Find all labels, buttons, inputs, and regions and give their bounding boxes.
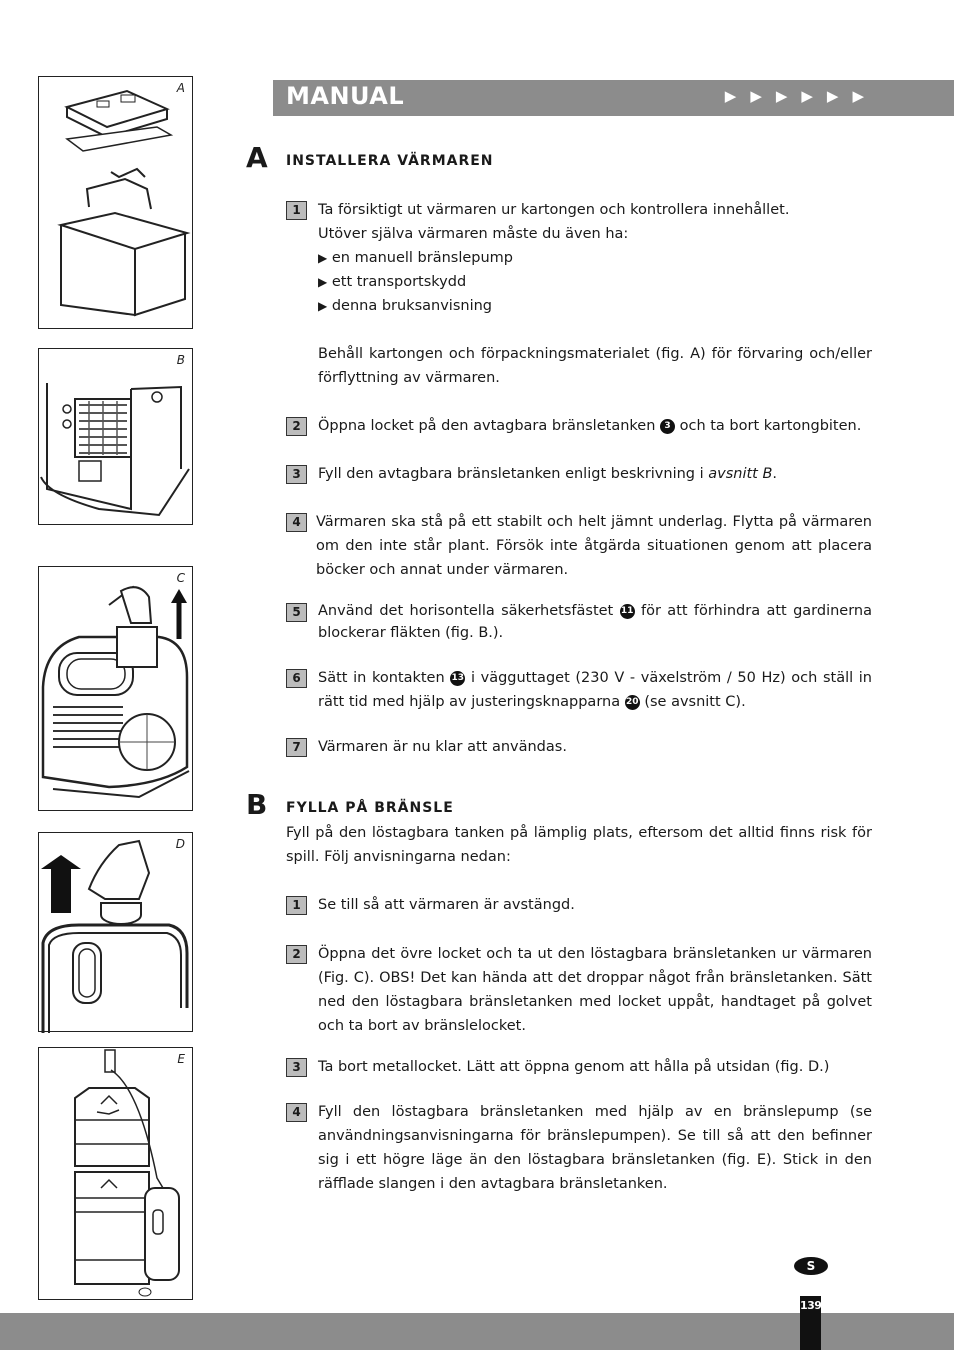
step-text: Fyll den avtagbara bränsletanken enligt beskrivning i avsnitt B. (318, 466, 778, 482)
reference-number-icon: 13 (450, 671, 465, 686)
figure-label: E (177, 1052, 185, 1066)
tank-cap-removal-icon (39, 833, 194, 1033)
language-badge: S (794, 1257, 828, 1275)
step-line: Utöver själva värmaren måste du även ha: (318, 226, 629, 242)
step-text: Sätt in kontakten 13 i vägguttaget (230 V - växelström / 50 Hz) och ställ in rätt tid med hjälp av justeringsknapparna 20 (se avsnitt C). (318, 670, 872, 710)
manual-header-banner (273, 80, 954, 116)
page-title: MANUAL (286, 82, 405, 110)
step-number: 6 (286, 669, 307, 688)
heater-tank-removal-icon (39, 567, 194, 812)
step-text: Värmaren är nu klar att användas. (318, 739, 567, 755)
figure-label: B (176, 353, 185, 367)
figure-c (38, 566, 193, 811)
step-number: 3 (286, 465, 307, 484)
section-letter: A (246, 141, 268, 174)
bullet-arrow-icon: ▶ (318, 251, 328, 265)
list-item: ▶ en manuell bränslepump (318, 250, 514, 266)
list-item: ▶ ett transportskydd (318, 274, 467, 290)
figure-label: A (176, 81, 185, 95)
step-number: 2 (286, 945, 307, 964)
figure-label: C (176, 571, 185, 585)
list-item: ▶ denna bruksanvisning (318, 298, 493, 314)
step-number: 2 (286, 417, 307, 436)
bullet-arrow-icon: ▶ (318, 275, 328, 289)
section-intro: Fyll på den löstagbara tanken på lämplig plats, eftersom det alltid finns risk för spill. Följ anvisningarna nedan: (286, 825, 872, 865)
reference-number-icon: 3 (660, 419, 675, 434)
figure-d (38, 832, 193, 1032)
step-line: Ta försiktigt ut värmaren ur kartongen och kontrollera innehållet. (318, 202, 790, 218)
bullet-arrow-icon: ▶ (318, 299, 328, 313)
step-number: 1 (286, 201, 307, 220)
step-text: Värmaren ska stå på ett stabilt och helt jämnt underlag. Flytta på värmaren om den inte står plant. Försök inte åtgärda situationen genom att placera böcker och annat under värmaren. (316, 514, 872, 578)
step-text: Öppna det övre locket och ta ut den löstagbara bränsletanken ur värmaren (Fig. C). OBS! Det kan hända att det droppar något från bränsletanken. Sätt ned den löstagbara bränsletanken med locket uppåt, handtaget på golvet och ta bort av bränslelocket. (318, 946, 872, 1034)
box-unpacking-icon (39, 77, 194, 330)
step-text: Öppna locket på den avtagbara bränsletanken 3 och ta bort kartongbiten. (318, 418, 862, 434)
heater-rear-filter-icon (39, 349, 194, 526)
step-number: 4 (286, 513, 307, 532)
step-number: 1 (286, 896, 307, 915)
reference-number-icon: 11 (620, 604, 635, 619)
step-number: 5 (286, 603, 307, 622)
step-text: Se till så att värmaren är avstängd. (318, 897, 575, 913)
step-note: Behåll kartongen och förpackningsmaterialet (fig. A) för förvaring och/eller förflyttning av värmaren. (318, 346, 872, 386)
step-text: Fyll den löstagbara bränsletanken med hjälp av en bränslepump (se användningsanvisningarna för bränslepumpen). Se till så att den befinner sig i ett högre läge än den löstagbara bränsletanken (fig. E). Stick in den räfflade slangen i den avtagbara bränsletanken. (318, 1104, 872, 1192)
reference-number-icon: 20 (625, 695, 640, 710)
step-text (318, 198, 872, 390)
step-number: 7 (286, 738, 307, 757)
arrow-decoration-icon: ▶▶▶▶▶▶ (724, 87, 878, 105)
step-number: 3 (286, 1058, 307, 1077)
section-letter: B (246, 788, 268, 821)
section-title: FYLLA PÅ BRÄNSLE (286, 800, 454, 816)
step-number: 4 (286, 1103, 307, 1122)
section-title: INSTALLERA VÄRMAREN (286, 153, 494, 169)
page-number: 139 (800, 1296, 821, 1350)
step-text: Använd det horisontella säkerhetsfästet 11 för att förhindra att gardinerna blockerar fläkten (fig. B.). (318, 603, 872, 641)
step-text: Ta bort metallocket. Lätt att öppna genom att hålla på utsidan (fig. D.) (318, 1059, 830, 1075)
figure-e (38, 1047, 193, 1300)
figure-a (38, 76, 193, 329)
figure-label: D (175, 837, 185, 851)
figure-b (38, 348, 193, 525)
pump-refill-icon (39, 1048, 194, 1301)
